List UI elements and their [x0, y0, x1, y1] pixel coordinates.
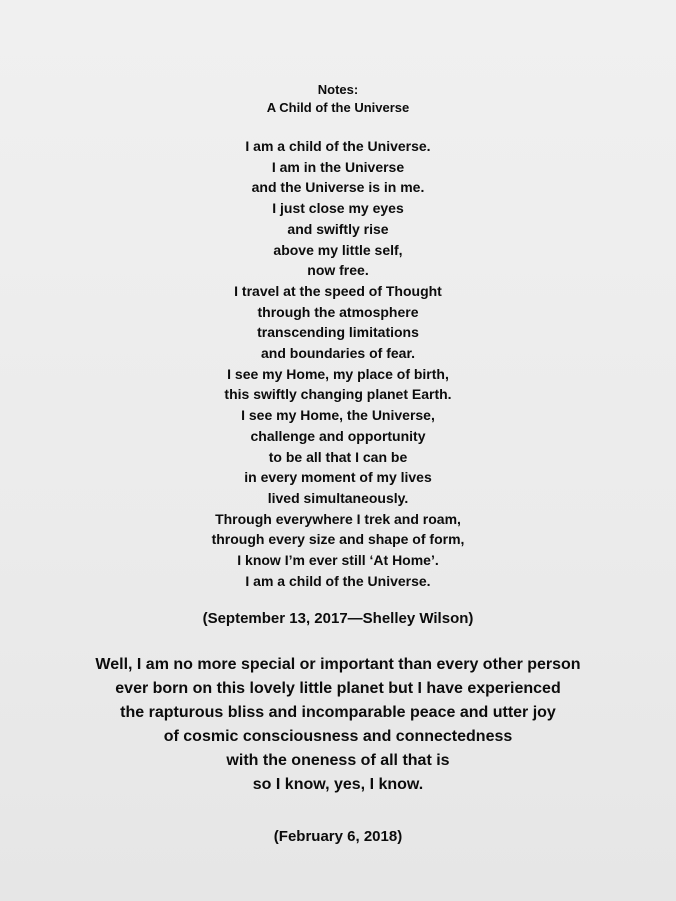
poem-line: and swiftly rise — [287, 220, 389, 237]
poem-date-line — [0, 608, 676, 630]
poem-line: and boundaries of fear. — [260, 345, 416, 362]
poem-line: in every moment of my lives — [244, 469, 432, 486]
poem-line: I know I’m ever still ‘At Home’. — [237, 552, 439, 569]
poem-line: and the Universe is in me. — [251, 179, 425, 196]
poem-date: (September 13, 2017—Shelley Wilson) — [202, 610, 474, 627]
poem-body — [0, 136, 676, 591]
reflection-line: so I know, yes, I know. — [252, 776, 424, 793]
reflection-line: the rapturous bliss and incomparable peace and utter joy — [120, 704, 556, 721]
reflection-line: ever born on this lovely little planet but I have experienced — [115, 680, 561, 697]
poem-line: to be all that I can be — [268, 448, 408, 465]
poem-line: I am a child of the Universe. — [245, 138, 431, 154]
reflection-line: Well, I am no more special or important than every other person — [95, 656, 581, 673]
reflection-paragraph — [0, 653, 676, 797]
poem-line: I see my Home, the Universe, — [241, 407, 435, 424]
reflection-date: (February 6, 2018) — [273, 828, 403, 845]
poem-line: now free. — [307, 262, 369, 279]
poem-line: through the atmosphere — [257, 303, 419, 320]
poem-line: I am a child of the Universe. — [245, 572, 431, 589]
poem-line: challenge and opportunity — [250, 427, 426, 444]
reflection-line: of cosmic consciousness and connectedness — [163, 728, 513, 745]
poem-line: I see my Home, my place of birth, — [227, 365, 449, 382]
poem-title: A Child of the Universe — [266, 100, 410, 115]
poem-line: this swiftly changing planet Earth. — [224, 386, 452, 403]
notes-header — [0, 81, 676, 117]
poem-line: transcending limitations — [257, 324, 419, 341]
reflection-line: with the oneness of all that is — [226, 752, 450, 769]
poem-line: above my little self, — [273, 241, 403, 258]
poem-line: Through everywhere I trek and roam, — [215, 510, 461, 527]
poem-line: I travel at the speed of Thought — [234, 282, 442, 299]
poem-line: I am in the Universe — [271, 158, 405, 175]
poem-line: I just close my eyes — [272, 200, 404, 217]
notes-label: Notes: — [317, 82, 359, 97]
poem-line: through every size and shape of form, — [211, 531, 465, 548]
reflection-date-line — [0, 826, 676, 848]
poem-line: lived simultaneously. — [267, 489, 409, 506]
